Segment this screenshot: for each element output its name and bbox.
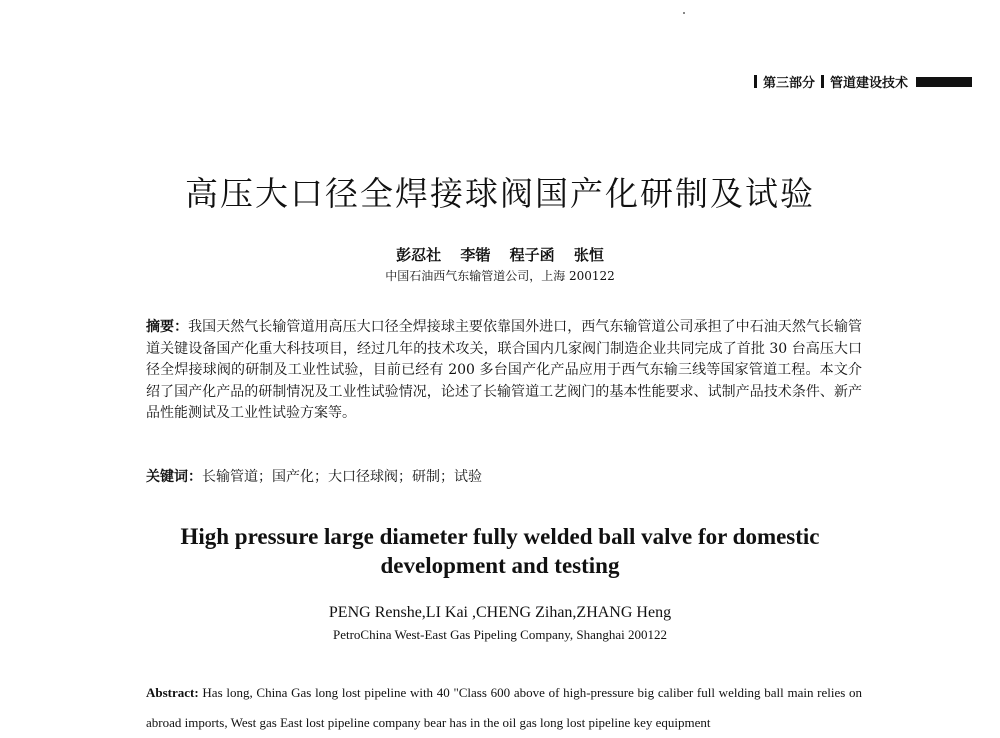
header-topic: 管道建设技术 <box>829 76 908 91</box>
running-header <box>754 72 972 91</box>
paper-title-en: High pressure large diameter fully welded ball valve for domestic development and testing <box>180 524 820 578</box>
keywords-cn <box>146 467 862 488</box>
keywords-text-cn: 长输管道；国产化；大口径球阀；研制；试验 <box>202 469 482 485</box>
keywords-label-cn: 关键词： <box>146 469 202 485</box>
abstract-text-en: Has long, China Gas long lost pipeline with 40 "Class 600 above of high-pressure big caliber full welding ball main relies on abroad imports, West gas East lost pipeline company bear has in the oil gas long lost pipeline key equipment <box>146 685 862 730</box>
header-divider <box>754 75 757 88</box>
authors-en: PENG Renshe,LI Kai ,CHENG Zihan,ZHANG Heng <box>328 604 672 621</box>
affiliation-cn: 中国石油西气东输管道公司，上海 200122 <box>385 269 615 283</box>
scan-speck <box>683 12 685 14</box>
abstract-en <box>146 678 862 738</box>
abstract-text-cn: 我国天然气长输管道用高压大口径全焊接球主要依靠国外进口，西气东输管道公司承担了中石油天然气长输管道关键设备国产化重大科技项目，经过几年的技术攻关，联合国内几家阀门制造企业共同完成了首批 30 台高压大口径全焊接球阀的研制及工业性试验，目前已经有 200 多台国产化产品应用于西气东输三线等国家管道工程。本文介绍了国产化产品的研制情况及工业性试验情况，论述了长输管道工艺阀门的基本性能要求、试制产品技术条件、新产品性能测试及工业性试验方案等。 <box>146 319 863 421</box>
abstract-label-cn: 摘要： <box>146 319 189 335</box>
header-block <box>916 77 972 87</box>
header-section: 第三部分 <box>762 76 815 91</box>
abstract-label-en: Abstract: <box>146 685 199 700</box>
header-divider <box>821 75 824 88</box>
paper-title-cn: 高压大口径全焊接球阀国产化研制及试验 <box>185 174 815 213</box>
affiliation-en: PetroChina West-East Gas Pipeling Company, Shanghai 200122 <box>332 627 668 642</box>
abstract-cn <box>146 317 862 425</box>
authors-cn: 彭忍社 李锴 程子函 张恒 <box>396 246 604 264</box>
